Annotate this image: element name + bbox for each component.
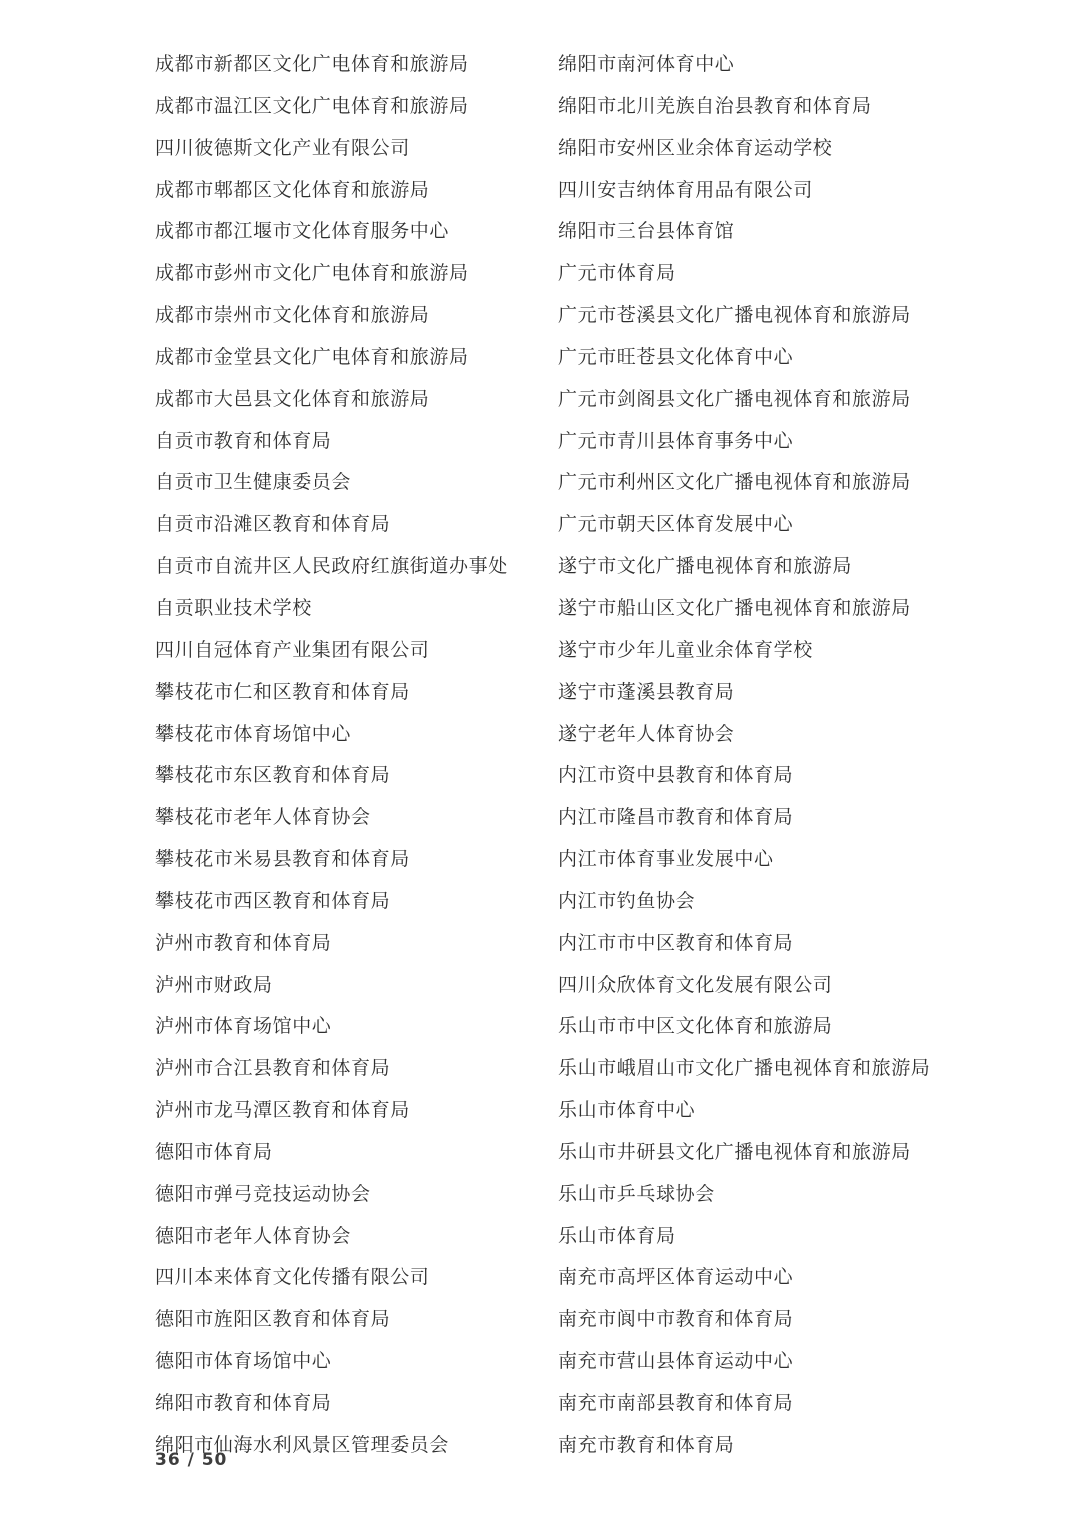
org-list-item: 成都市彭州市文化广电体育和旅游局 [155,263,469,285]
org-list-item: 德阳市体育局 [155,1141,273,1163]
org-list-item: 泸州市教育和体育局 [155,932,332,954]
org-list-item: 成都市金堂县文化广电体育和旅游局 [155,346,469,368]
org-list-item: 泸州市财政局 [155,974,273,996]
org-list-item: 四川彼德斯文化产业有限公司 [155,137,410,159]
page-number-indicator: 36 / 50 [155,1450,228,1470]
org-list-item: 成都市温江区文化广电体育和旅游局 [155,95,469,117]
org-list-item: 成都市大邑县文化体育和旅游局 [155,388,430,410]
org-list-item: 南充市南部县教育和体育局 [558,1393,794,1414]
org-list-item: 广元市苍溪县文化广播电视体育和旅游局 [558,305,911,327]
org-list-item: 南充市高坪区体育运动中心 [558,1267,794,1289]
org-list-item: 遂宁老年人体育协会 [558,723,735,745]
org-list-item: 乐山市峨眉山市文化广播电视体育和旅游局 [558,1058,931,1080]
org-list-item: 成都市新都区文化广电体育和旅游局 [155,54,469,75]
org-list-item: 遂宁市文化广播电视体育和旅游局 [558,556,853,578]
org-list-item: 攀枝花市体育场馆中心 [155,723,352,745]
org-list-item: 广元市利州区文化广播电视体育和旅游局 [558,472,911,494]
org-list-item: 广元市青川县体育事务中心 [558,430,794,452]
org-list-item: 遂宁市少年儿童业余体育学校 [558,639,813,661]
org-list-item: 成都市郫都区文化体育和旅游局 [155,179,430,201]
org-list-item: 乐山市市中区文化体育和旅游局 [558,1016,833,1038]
org-list-item: 自贡市沿滩区教育和体育局 [155,514,391,536]
org-list-item: 遂宁市船山区文化广播电视体育和旅游局 [558,597,911,619]
org-list-item: 四川众欣体育文化发展有限公司 [558,974,833,996]
org-list-item: 内江市资中县教育和体育局 [558,765,794,787]
org-list-column-right [558,44,930,1467]
org-list-item: 自贡职业技术学校 [155,597,312,619]
org-list-column-left [155,44,508,1467]
org-list-item: 德阳市老年人体育协会 [155,1225,352,1247]
org-list-item: 四川自冠体育产业集团有限公司 [155,639,430,661]
org-list-item: 南充市教育和体育局 [558,1434,735,1456]
org-list-item: 乐山市井研县文化广播电视体育和旅游局 [558,1141,911,1163]
org-list-item: 内江市钓鱼协会 [558,890,696,912]
org-list-item: 成都市都江堰市文化体育服务中心 [155,221,450,243]
org-list-item: 泸州市龙马潭区教育和体育局 [155,1100,410,1122]
org-list-item: 南充市阆中市教育和体育局 [558,1309,794,1331]
org-list-item: 德阳市体育场馆中心 [155,1351,332,1373]
org-list-item: 乐山市体育中心 [558,1100,696,1122]
org-list-item: 德阳市弹弓竞技运动协会 [155,1183,371,1205]
org-list-item: 广元市剑阁县文化广播电视体育和旅游局 [558,388,911,410]
org-list-item: 乐山市乒乓球协会 [558,1183,715,1205]
org-list-item: 成都市崇州市文化体育和旅游局 [155,305,430,327]
org-list-item: 南充市营山县体育运动中心 [558,1351,794,1373]
org-list-item: 泸州市体育场馆中心 [155,1016,332,1038]
org-list-item: 自贡市自流井区人民政府红旗街道办事处 [155,556,508,578]
org-list-item: 泸州市合江县教育和体育局 [155,1058,391,1080]
org-list-item: 攀枝花市西区教育和体育局 [155,890,391,912]
org-list-item: 攀枝花市仁和区教育和体育局 [155,681,410,703]
org-list-item: 攀枝花市东区教育和体育局 [155,765,391,787]
org-list-item: 广元市朝天区体育发展中心 [558,514,794,536]
org-list-item: 乐山市体育局 [558,1225,676,1247]
org-list-item: 绵阳市教育和体育局 [155,1393,332,1414]
org-list-item: 内江市体育事业发展中心 [558,849,774,871]
org-list-item: 自贡市教育和体育局 [155,430,332,452]
org-list-item: 绵阳市三台县体育馆 [558,221,735,243]
org-list-item: 绵阳市仙海水利风景区管理委员会 [155,1434,450,1456]
org-list-item: 遂宁市蓬溪县教育局 [558,681,735,703]
org-list-item: 绵阳市北川羌族自治县教育和体育局 [558,95,872,117]
org-list-item: 四川安吉纳体育用品有限公司 [558,179,813,201]
org-list-item: 广元市旺苍县文化体育中心 [558,346,794,368]
org-list-item: 攀枝花市老年人体育协会 [155,807,371,829]
org-list-item: 绵阳市安州区业余体育运动学校 [558,137,833,159]
org-list-item: 内江市隆昌市教育和体育局 [558,807,794,829]
org-list-item: 四川本来体育文化传播有限公司 [155,1267,430,1289]
org-list-item: 内江市市中区教育和体育局 [558,932,794,954]
org-list-item: 广元市体育局 [558,263,676,285]
org-list-item: 自贡市卫生健康委员会 [155,472,352,494]
org-list-item: 攀枝花市米易县教育和体育局 [155,849,410,871]
org-list-item: 德阳市旌阳区教育和体育局 [155,1309,391,1331]
org-list-item: 绵阳市南河体育中心 [558,54,735,75]
